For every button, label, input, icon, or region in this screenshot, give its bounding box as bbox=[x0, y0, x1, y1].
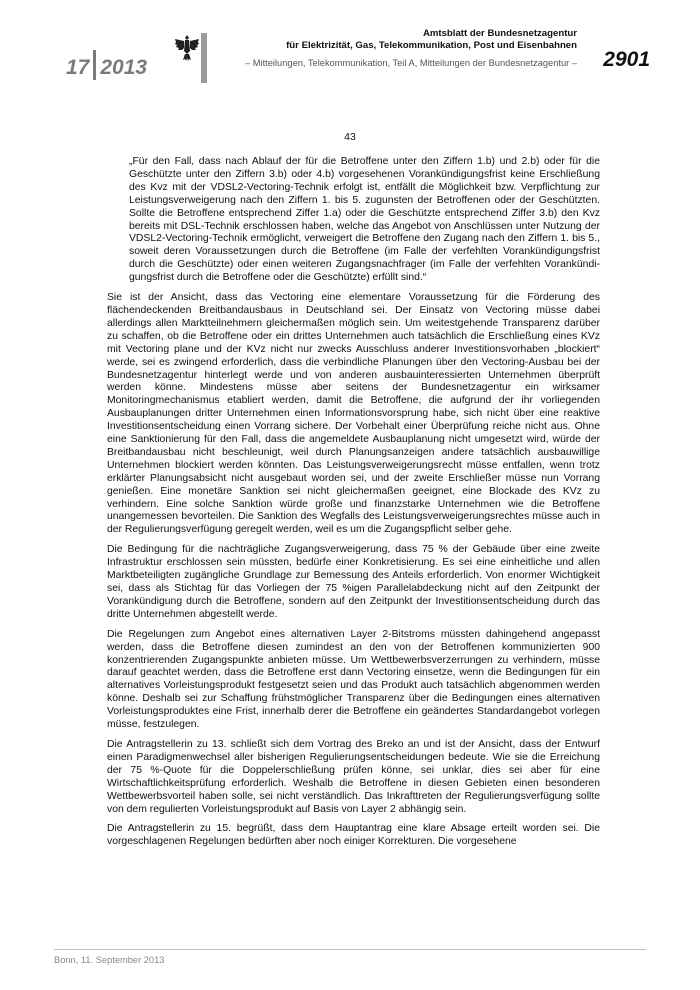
issue-year: 2013 bbox=[100, 56, 148, 79]
page-number: 2901 bbox=[603, 48, 650, 71]
gazette-subtitle: – Mitteilungen, Telekommunikation, Teil A, Mitteilungen der Bundesnetzagentur – bbox=[245, 58, 577, 68]
issue-separator bbox=[93, 50, 96, 80]
federal-eagle-icon bbox=[174, 33, 200, 63]
page-header bbox=[0, 0, 700, 90]
paragraph: Die Antragstellerin zu 15. begrüßt, dass dem Hauptantrag eine klare Absage erteilt worden sei. Die vorgeschlagenen Regelungen bedürften aber noch einiger Korrekturen. Die vorgesehene bbox=[107, 823, 600, 848]
gazette-title-line2: für Elektrizität, Gas, Telekommunikation, Post und Eisenbahnen bbox=[286, 39, 577, 51]
quoted-paragraph: „Für den Fall, dass nach Ablauf der für die Betroffene unter den Ziffern 1.b) und 2.b) oder für die Geschützte unter den Ziffern 3.b) oder 4.b) vorgesehenen Vorankündigungsfrist keine Erschließung des Kvz mit der VDSL2-Vectoring-Technik erfolgt ist, entfällt die Möglichkeit bzw. Verpflichtung zur Leistungsverweigerung nach den Ziffern 1. bis 5. zugunsten der Betroffenen oder der Geschützten. Sollte die Betroffene entsprechend Ziffer 1.a) oder die Geschützte entsprechend Ziffer 3.b) den Kvz bereits mit DSL-Technik erschlossen haben, welche das Angebot von Anschlüssen unter Nutzung der VDSL2-Vectoring-Technik ermöglicht, verweigert die Betroffene den Zugang nach den Ziffern 1. bis 5., soweit deren Voraussetzungen durch die Betroffene (im Falle der verfehlten Vorankündigungsfrist durch die Geschützte) oder einen weiteren Zugangsnachfrager (im Falle der verfehlten Vorankündigungsfrist durch die Betroffene oder die Geschützte) erfüllt sind.“ bbox=[129, 156, 600, 284]
issue-label bbox=[66, 50, 147, 80]
header-divider bbox=[201, 33, 207, 83]
body-text bbox=[107, 156, 600, 856]
section-number: 43 bbox=[344, 131, 356, 143]
paragraph: Die Bedingung für die nachträgliche Zugangsverweigerung, dass 75 % der Gebäude über eine zweite Infrastruktur erschlossen sein müssten, bedürfe einer Konkretisierung. Es sei eine einheitliche und allen Marktbeteiligten zugängliche Grundlage zur Bemessung des Anteils erforderlich. Von enormer Wichtigkeit sei, dass als Stichtag für das Vorliegen der 75 %igen Parallelabdeckung nicht auf den Zeitpunkt der Vorankündigung durch die Betroffene, sondern auf den Zeitpunkt der Investitionsentscheidung durch das dritte Unternehmen abgestellt werde. bbox=[107, 544, 600, 620]
footer-divider bbox=[54, 949, 646, 950]
issue-number: 17 bbox=[66, 56, 90, 79]
paragraph: Die Antragstellerin zu 13. schließt sich dem Vortrag des Breko an und ist der Ansicht, dass der Entwurf einen Paradigmenwechsel aller bisherigen Regulierungsentscheidungen bedeute. Wie sie die Erreichung der 75 %-Quote für die Doppelerschließung prüfen könne, sei unklar, dies sei aber für eine Wirtschaftlichkeitsprüfung erforderlich. Weshalb die Betroffene in diesen Gebieten einen besonderen Wettbewerbsvorteil haben solle, sei nicht verständlich. Das Inkrafttreten der Regulierungsverfügung sollte von dem regulierten Vorleistungsprodukt auf Basis von Layer 2 abhängig sein. bbox=[107, 738, 600, 815]
gazette-title-line1: Amtsblatt der Bundesnetzagentur bbox=[422, 28, 577, 39]
gazette-title bbox=[212, 28, 577, 51]
paragraph: Die Regelungen zum Angebot eines alternativen Layer 2-Bitstroms müssten dahingehend angepasst werden, dass die Betroffene diesen zumindest an den von der Betroffenen kommunizierten 900 konzentrierenden Zugangspunkte anbieten müsse. Um Wettbewerbsverzerrungen zu verhindern, müsse darauf geachtet werden, dass die Betroffene erst dann Vectoring einsetze, wenn die Bedingungen für ein alternatives Vorleistungsprodukt festgesetzt seien und das Produkt auch tatsächlich abgenommen werden könne. Deshalb sei zur Schaffung frühstmöglicher Transparenz über die Bedingungen eines alternativen Vorleistungsproduktes eine Frist, innerhalb derer die Betroffene ein geändertes Standardangebot vorlegen müsse, festzulegen. bbox=[107, 628, 600, 731]
footer-place-date: Bonn, 11. September 2013 bbox=[54, 955, 165, 965]
paragraph: Sie ist der Ansicht, dass das Vectoring eine elementare Voraussetzung für die Förderung des flächendeckenden Breitbandausbaus in Deutschland sei. Der Einsatz von Vectoring müsse dabei allerdings allen Marktteilnehmern gleichermaßen möglich sein. Um weitestgehende Transparenz darüber zu schaffen, ob die Betroffene oder ein drittes Unternehmen auch tatsächlich die Erschließung eines KVz mit Vectoring plane und der KVz nicht nur zwecks Ausschluss anderer Investitionsvorhaben „blockiert“ werde, sei es zwingend erforderlich, dass die verbindliche Planungen über den Vectoring-Ausbau bei der Bundesnetzagentur hinterlegt werde und von anderen ausbauinteressierten Unternehmen überprüft werden könne. Mindestens müsse aber seitens der Bundesnetzagentur ein wirksamer Monitoringmechanismus etabliert werden, damit die Betroffene, die aufgrund der ihr vorliegenden Ausbauplanungen dritter Unternehmen einen Informationsvorsprung habe, sich nicht über eine reaktive Investitionsentscheidung einen Vorrang sichere. Der Vorbehalt einer Überprüfung reiche nicht aus. Ohne eine Sanktionierung für den Fall, dass die angemeldete Ausbauplanung nicht umgesetzt wird, würde der Breitbandausbau nicht beschleunigt, weil durch Planungsanzeigen andere tatsächlich ausbauwillige Unternehmen blockiert werden könnten. Das Leistungsverweigerungsrecht müsse entfallen, wenn trotz erklärter Planungsabsicht nicht ausgebaut worden sei, und der zweite Erschließer müsse nun Vorrang genießen. Eine monetäre Sanktion sei nicht gleichermaßen geeignet, eine Blockade des KVz zu verhindern. Eine solche Sanktion würde große und finanzstarke Unternehmen wie die Betroffene unangemessen bevorteilen. Die Sanktion des Wegfalls des Leistungsverweigerungsrechtes müsse auch in der Regulierungsverfügung geregelt werden, weil es um die Zugangspflicht selber gehe. bbox=[107, 292, 600, 536]
